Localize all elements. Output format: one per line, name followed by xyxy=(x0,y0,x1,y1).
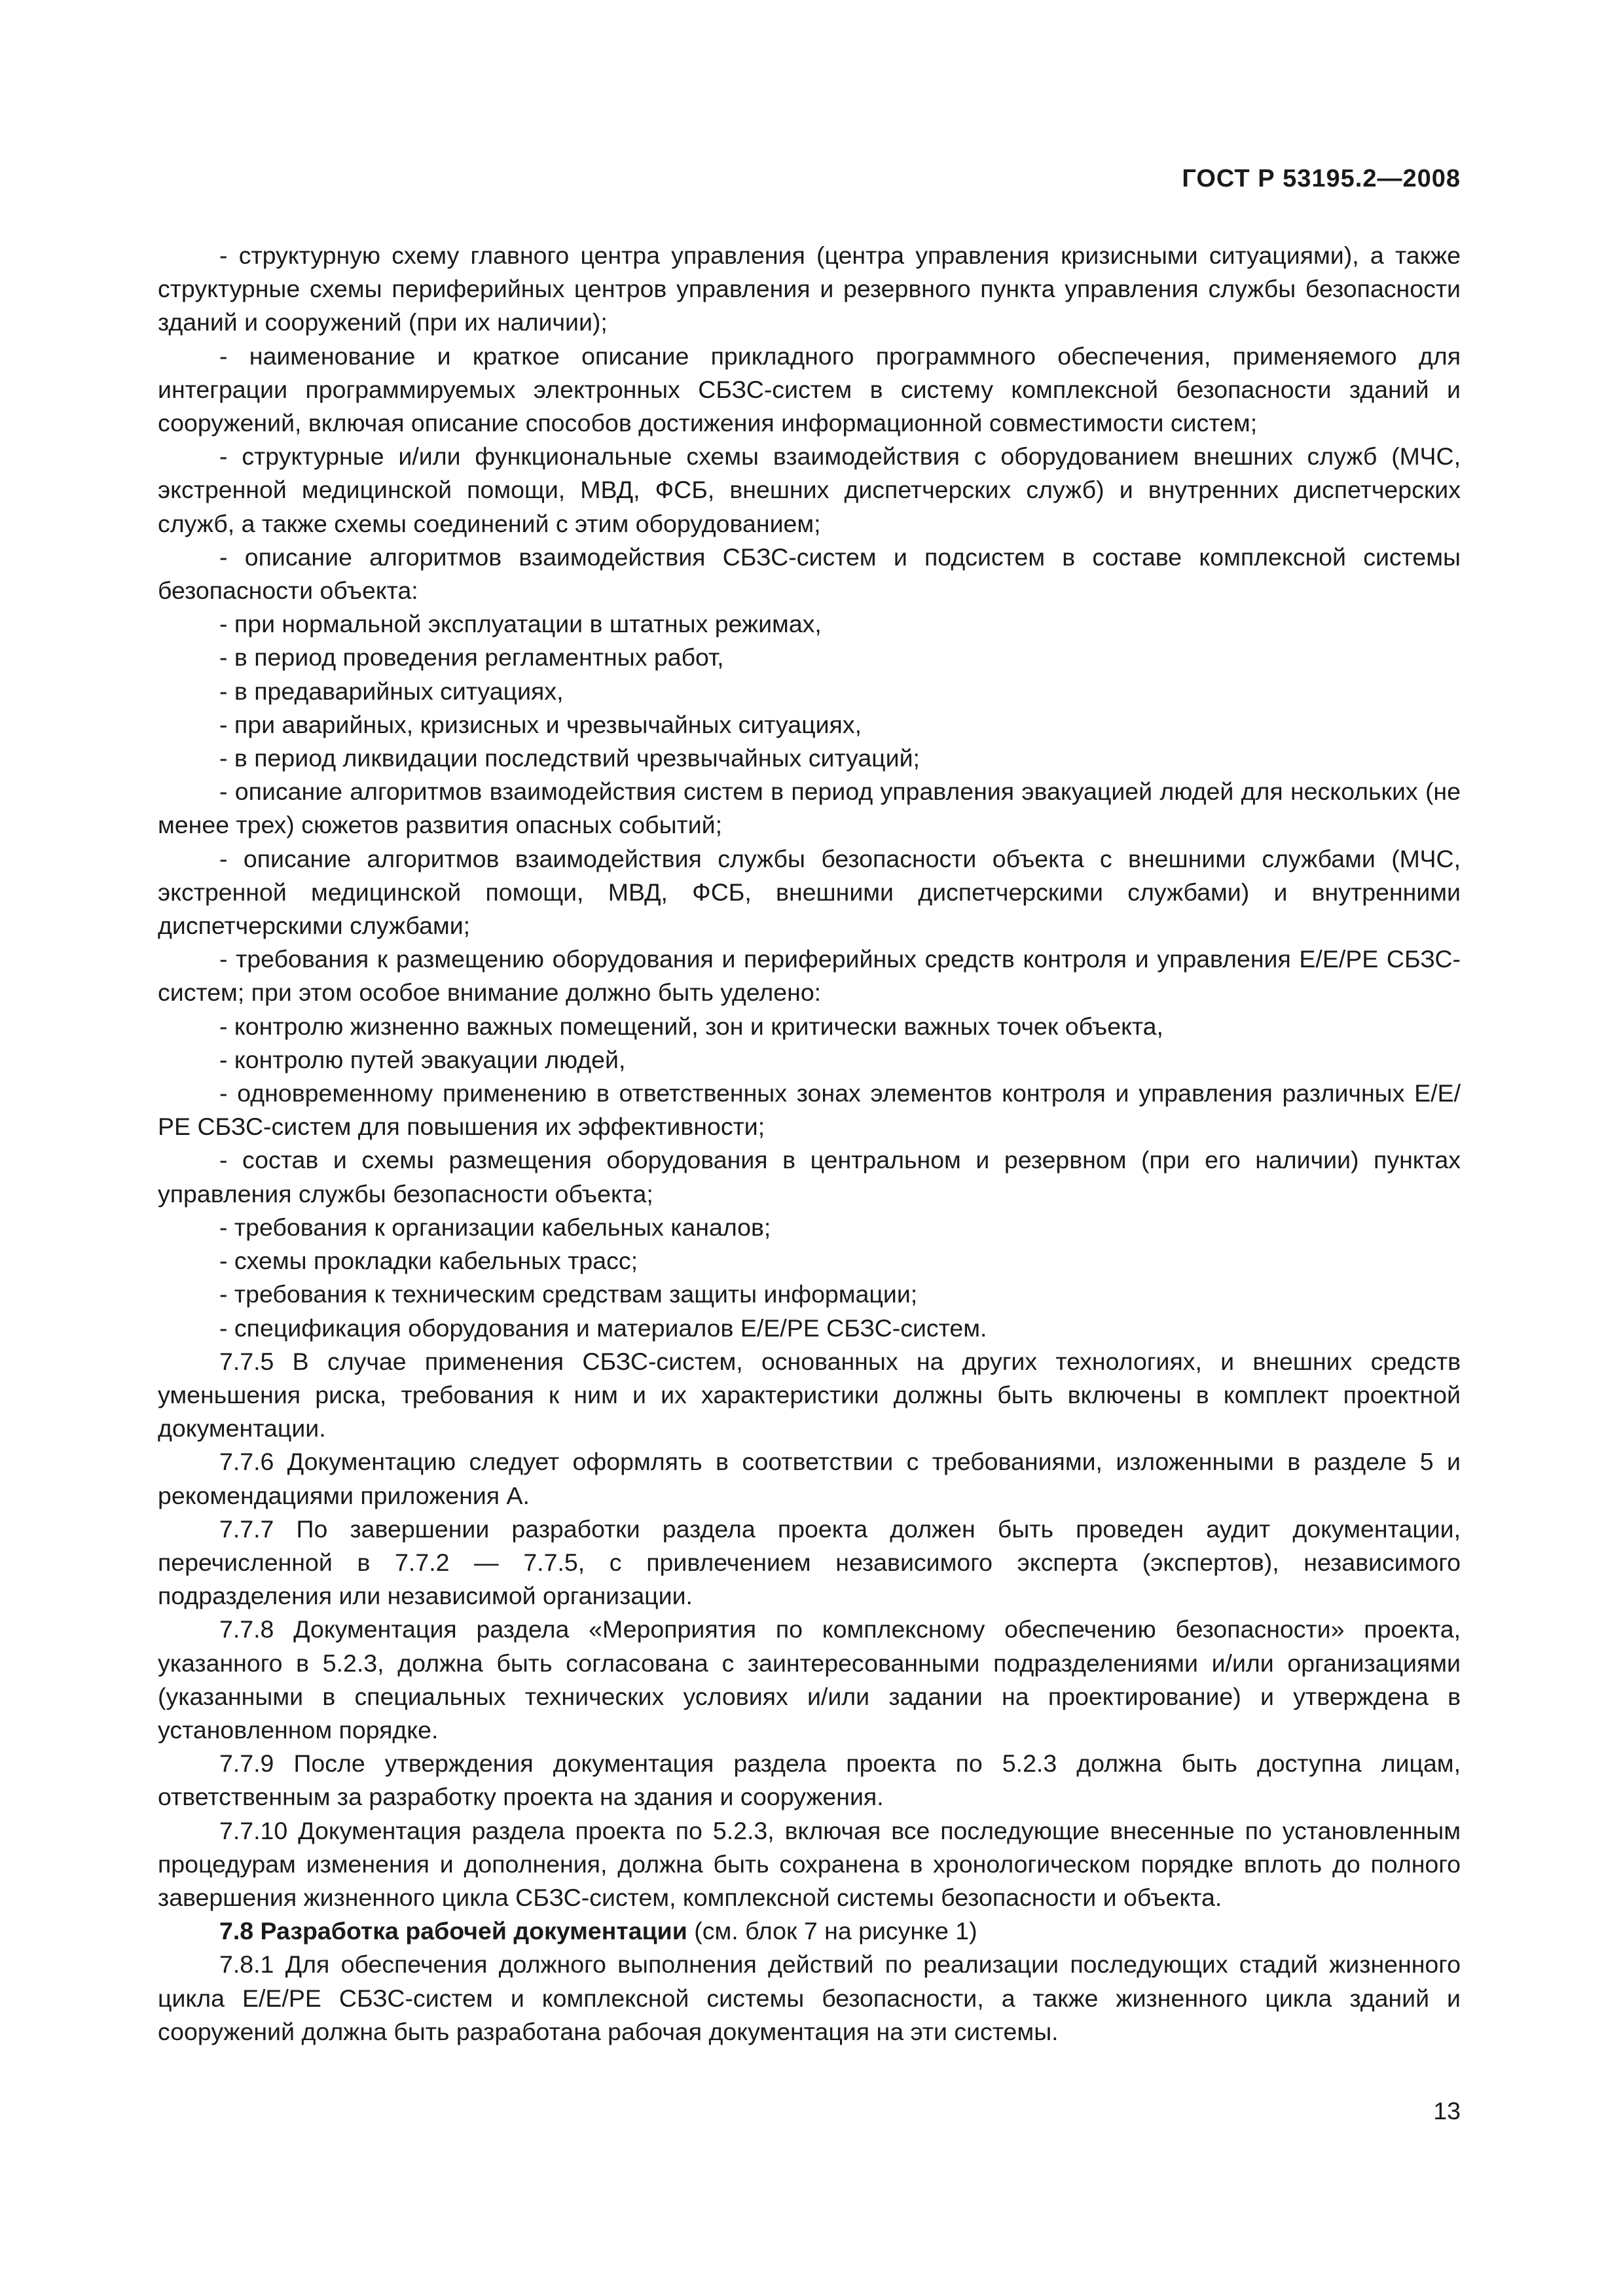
paragraph: - состав и схемы размещения оборудования в центральном и резервном (при его наличии) пунктах управления службы безопасности объекта; xyxy=(158,1146,1461,1208)
list-item: - в период проведения регламентных работ, xyxy=(219,643,724,672)
page-number: 13 xyxy=(1433,2097,1461,2125)
list-item: - при нормальной эксплуатации в штатных режимах, xyxy=(219,610,822,638)
section-heading xyxy=(158,1914,1461,1948)
list-item: - схемы прокладки кабельных трасс; xyxy=(219,1247,638,1275)
body-text xyxy=(158,239,1461,2049)
section-note: (см. блок 7 на рисунке 1) xyxy=(687,1917,977,1945)
list-item: - требования к техническим средствам защиты информации; xyxy=(219,1280,918,1308)
clause-7-7-10: 7.7.10 Документация раздела проекта по 5.2.3, включая все последующие внесенные по установленным процедурам изменения и дополнения, должна быть сохранена в хронологическом порядке вплоть до полного завершения жизненного цикла СБЗС-систем, комплексной системы безопасности и объекта. xyxy=(158,1816,1461,1911)
paragraph: - структурную схему главного центра управления (центра управления кризисными ситуациями), а также структурные схемы периферийных центров управления и резервного пункта управления службы безопасности зданий и сооружений (при их наличии); xyxy=(158,242,1461,336)
document-header: ГОСТ Р 53195.2—2008 xyxy=(1182,165,1461,192)
list-item: - спецификация оборудования и материалов Е/Е/РЕ СБЗС-систем. xyxy=(219,1314,987,1342)
section-title: 7.8 Разработка рабочей документации xyxy=(219,1917,687,1945)
clause-7-8-1: 7.8.1 Для обеспечения должного выполнения действий по реализации последующих стадий жизненного цикла Е/Е/РЕ СБЗС-систем и комплексной системы безопасности, а также жизненного цикла зданий и сооружений должна быть разработана рабочая документация на эти системы. xyxy=(158,1950,1461,2045)
list-item: - контролю путей эвакуации людей, xyxy=(219,1045,626,1073)
clause-7-7-6: 7.7.6 Документацию следует оформлять в соответствии с требованиями, изложенными в разделе 5 и рекомендациями приложения А. xyxy=(158,1448,1461,1509)
list-item: - в предаварийных ситуациях, xyxy=(219,677,564,705)
clause-7-7-7: 7.7.7 По завершении разработки раздела проекта должен быть проведен аудит документации, перечисленной в 7.7.2 — 7.7.5, с привлечением независимого эксперта (экспертов), независимого подразделения или независимой организации. xyxy=(158,1515,1461,1610)
paragraph: - структурные и/или функциональные схемы взаимодействия с оборудованием внешних служб (МЧС, экстренной медицинской помощи, МВД, ФСБ, внешних диспетчерских служб) и внутренних диспетчерских служб, а также схемы соединений с этим оборудованием; xyxy=(158,442,1461,537)
list-item: - при аварийных, кризисных и чрезвычайных ситуациях, xyxy=(219,710,862,738)
list-item: - в период ликвидации последствий чрезвычайных ситуаций; xyxy=(219,744,920,772)
paragraph: - требования к размещению оборудования и периферийных средств контроля и управления Е/Е/РЕ СБЗС-систем; при этом особое внимание должно быть уделено: xyxy=(158,945,1461,1007)
list-item: - требования к организации кабельных каналов; xyxy=(219,1213,771,1241)
clause-7-7-9: 7.7.9 После утверждения документация раздела проекта по 5.2.3 должна быть доступна лицам, ответственным за разработку проекта на здания и сооружения. xyxy=(158,1749,1461,1811)
clause-7-7-5: 7.7.5 В случае применения СБЗС-систем, основанных на других технологиях, и внешних средств уменьшения риска, требования к ним и их характеристики должны быть включены в комплект проектной документации. xyxy=(158,1347,1461,1443)
paragraph: - описание алгоритмов взаимодействия СБЗС-систем и подсистем в составе комплексной системы безопасности объекта: xyxy=(158,543,1461,605)
list-item: - контролю жизненно важных помещений, зон и критически важных точек объекта, xyxy=(219,1012,1163,1040)
paragraph: - описание алгоритмов взаимодействия систем в период управления эвакуацией людей для нескольких (не менее трех) сюжетов развития опасных событий; xyxy=(158,778,1461,839)
paragraph: - наименование и краткое описание прикладного программного обеспечения, применяемого для интеграции программируемых электронных СБЗС-систем в систему комплексной безопасности зданий и сооружений, включая описание способов достижения информационной совместимости систем; xyxy=(158,342,1461,437)
clause-7-7-8: 7.7.8 Документация раздела «Мероприятия по комплексному обеспечению безопасности» проекта, указанного в 5.2.3, должна быть согласована с заинтересованными подразделениями и/или организациями (указанными в специальных технических условиях и/или задании на проектирование) и утверждена в установленном порядке. xyxy=(158,1615,1461,1744)
paragraph: - описание алгоритмов взаимодействия службы безопасности объекта с внешними службами (МЧС, экстренной медицинской помощи, МВД, ФСБ, внешними диспетчерскими службами) и внутренними диспетчерскими службами; xyxy=(158,844,1461,940)
paragraph: - одновременному применению в ответственных зонах элементов контроля и управления различных Е/Е/РЕ СБЗС-систем для повышения их эффективности; xyxy=(158,1079,1461,1141)
